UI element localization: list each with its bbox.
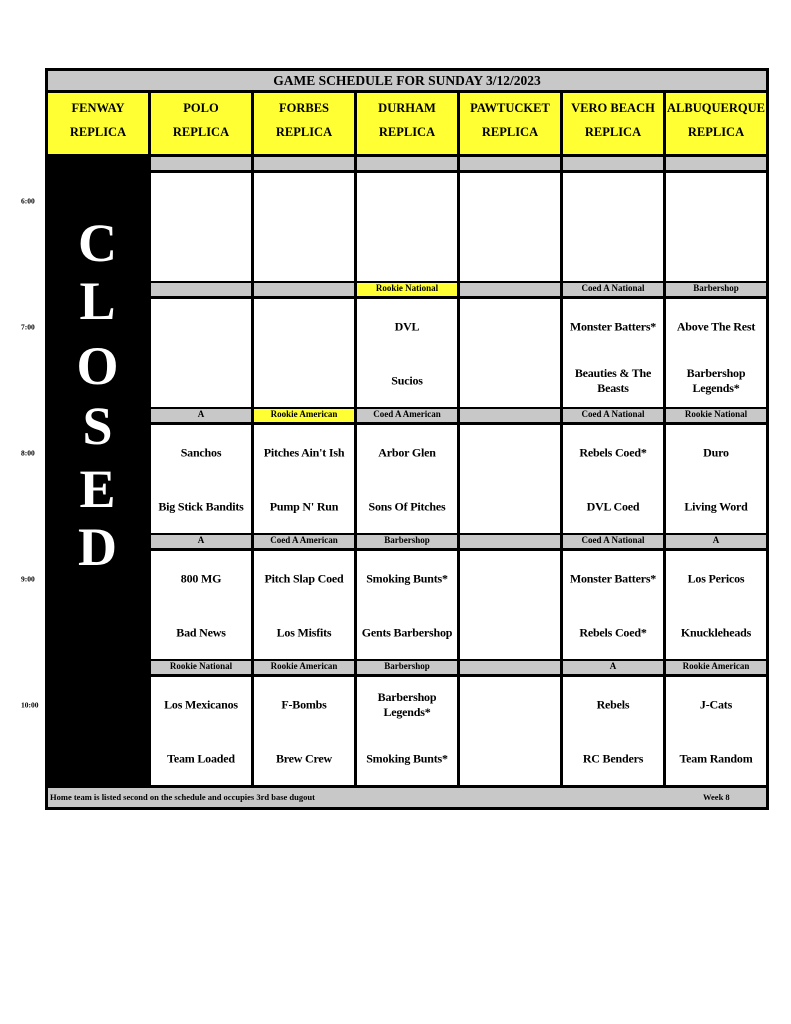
division-label: Barbershop <box>666 283 766 296</box>
field-subtitle: REPLICA <box>687 125 745 139</box>
closed-letter: O <box>76 336 119 396</box>
away-team: 800 MG <box>180 571 222 586</box>
division-label <box>460 283 560 296</box>
game-cell <box>563 299 663 407</box>
column-header-vero-beach <box>563 93 663 154</box>
game-cell <box>151 551 251 659</box>
division-label <box>460 409 560 422</box>
game-cell <box>254 425 354 533</box>
division-label: A <box>151 409 251 422</box>
division-label <box>151 283 251 296</box>
game-cell <box>666 551 766 659</box>
division-label: Coed A National <box>563 283 663 296</box>
game-cell <box>460 173 560 281</box>
home-team: Gents Barbershop <box>361 625 453 640</box>
game-cell <box>666 173 766 281</box>
game-cell <box>563 551 663 659</box>
division-label: Rookie National <box>357 283 457 296</box>
field-name: FENWAY <box>71 101 125 115</box>
away-team: DVL <box>394 319 420 334</box>
game-cell <box>563 677 663 785</box>
field-name: DURHAM <box>378 101 436 115</box>
game-cell <box>357 299 457 407</box>
division-label: Coed A American <box>357 409 457 422</box>
field-name: POLO <box>183 101 219 115</box>
division-label: A <box>563 661 663 674</box>
division-label: Rookie American <box>254 409 354 422</box>
home-team: Barbershop Legends* <box>686 366 746 395</box>
field-subtitle: REPLICA <box>275 125 333 139</box>
away-team: Sanchos <box>180 445 222 460</box>
away-team: Pitches Ain't Ish <box>263 445 345 460</box>
home-team: Pump N' Run <box>269 499 339 514</box>
division-label <box>460 661 560 674</box>
game-cell <box>666 677 766 785</box>
game-cell <box>666 299 766 407</box>
column-header-fenway <box>48 93 148 154</box>
game-cell <box>151 425 251 533</box>
home-team: Living Word <box>684 499 748 514</box>
game-cell <box>254 173 354 281</box>
column-header-polo <box>151 93 251 154</box>
home-team: Beauties & The Beasts <box>574 366 652 395</box>
division-label: Rookie American <box>666 661 766 674</box>
closed-letter: E <box>79 459 116 519</box>
closed-letter: D <box>78 517 117 577</box>
column-header-forbes <box>254 93 354 154</box>
home-team: RC Benders <box>582 751 644 766</box>
division-label: Barbershop <box>357 535 457 548</box>
division-label: Rookie National <box>151 661 251 674</box>
away-team: Rebels <box>596 697 630 712</box>
field-subtitle: REPLICA <box>172 125 230 139</box>
schedule-title: GAME SCHEDULE FOR SUNDAY 3/12/2023 <box>48 71 766 90</box>
division-label <box>357 157 457 170</box>
division-label: Barbershop <box>357 661 457 674</box>
division-label: Coed A National <box>563 535 663 548</box>
game-cell <box>357 677 457 785</box>
away-team: Monster Batters* <box>569 319 657 334</box>
game-cell <box>151 677 251 785</box>
away-team: Barbershop Legends* <box>377 690 437 719</box>
division-label <box>666 157 766 170</box>
division-label <box>460 535 560 548</box>
division-label <box>151 157 251 170</box>
game-cell <box>563 425 663 533</box>
away-team: Pitch Slap Coed <box>264 571 344 586</box>
game-cell <box>254 677 354 785</box>
week-label: Week 8 <box>703 792 730 802</box>
field-name: PAWTUCKET <box>470 101 550 115</box>
home-team: Bad News <box>176 625 226 640</box>
home-team: Big Stick Bandits <box>158 499 244 514</box>
column-header-pawtucket <box>460 93 560 154</box>
division-label <box>254 157 354 170</box>
closed-letter: C <box>78 213 117 273</box>
away-team: Monster Batters* <box>569 571 657 586</box>
field-name: FORBES <box>278 101 329 115</box>
game-cell <box>254 299 354 407</box>
home-team: Team Loaded <box>167 751 235 766</box>
game-cell <box>460 551 560 659</box>
field-subtitle: REPLICA <box>69 125 127 139</box>
home-team: Smoking Bunts* <box>366 751 448 766</box>
home-team: Los Misfits <box>276 625 332 640</box>
time-label: 9:00 <box>21 574 35 584</box>
home-team: DVL Coed <box>586 499 640 514</box>
game-cell <box>460 425 560 533</box>
closed-letter: S <box>82 396 113 456</box>
game-cell <box>357 551 457 659</box>
home-team: Rebels Coed* <box>579 625 647 640</box>
away-team: J-Cats <box>699 697 733 712</box>
division-label <box>563 157 663 170</box>
home-team: Sucios <box>391 373 423 388</box>
home-team-note: Home team is listed second on the schedule and occupies 3rd base dugout <box>50 792 315 802</box>
column-header-durham <box>357 93 457 154</box>
division-label: Coed A American <box>254 535 354 548</box>
game-cell <box>563 173 663 281</box>
closed-letter: L <box>79 271 116 331</box>
field-name: ALBUQUERQUE <box>667 101 765 115</box>
game-cell <box>460 299 560 407</box>
home-team: Sons Of Pitches <box>368 499 446 514</box>
column-header-albuquerque <box>666 93 766 154</box>
game-cell <box>151 299 251 407</box>
time-label: 7:00 <box>21 322 35 332</box>
division-label: Coed A National <box>563 409 663 422</box>
division-label <box>460 157 560 170</box>
game-cell <box>666 425 766 533</box>
game-cell <box>254 551 354 659</box>
division-label: A <box>666 535 766 548</box>
away-team: Above The Rest <box>676 319 756 334</box>
game-cell <box>357 425 457 533</box>
game-cell <box>460 677 560 785</box>
away-team: F-Bombs <box>281 697 327 712</box>
time-label: 10:00 <box>21 700 39 710</box>
field-subtitle: REPLICA <box>378 125 436 139</box>
field-subtitle: REPLICA <box>584 125 642 139</box>
division-label: Rookie American <box>254 661 354 674</box>
field-name: VERO BEACH <box>571 101 655 115</box>
away-team: Los Mexicanos <box>164 697 238 712</box>
fenway-closed-column <box>48 157 147 784</box>
game-cell <box>357 173 457 281</box>
away-team: Rebels Coed* <box>579 445 647 460</box>
schedule-footer <box>48 788 766 807</box>
time-label: 8:00 <box>21 448 35 458</box>
home-team: Brew Crew <box>275 751 333 766</box>
time-label: 6:00 <box>21 196 35 206</box>
field-subtitle: REPLICA <box>481 125 539 139</box>
home-team: Team Random <box>679 751 753 766</box>
division-label: Rookie National <box>666 409 766 422</box>
away-team: Duro <box>703 445 729 460</box>
schedule-sheet <box>45 68 769 810</box>
home-team: Knuckleheads <box>680 625 752 640</box>
game-cell <box>151 173 251 281</box>
away-team: Arbor Glen <box>378 445 436 460</box>
division-label: A <box>151 535 251 548</box>
away-team: Los Pericos <box>687 571 745 586</box>
away-team: Smoking Bunts* <box>366 571 448 586</box>
division-label <box>254 283 354 296</box>
